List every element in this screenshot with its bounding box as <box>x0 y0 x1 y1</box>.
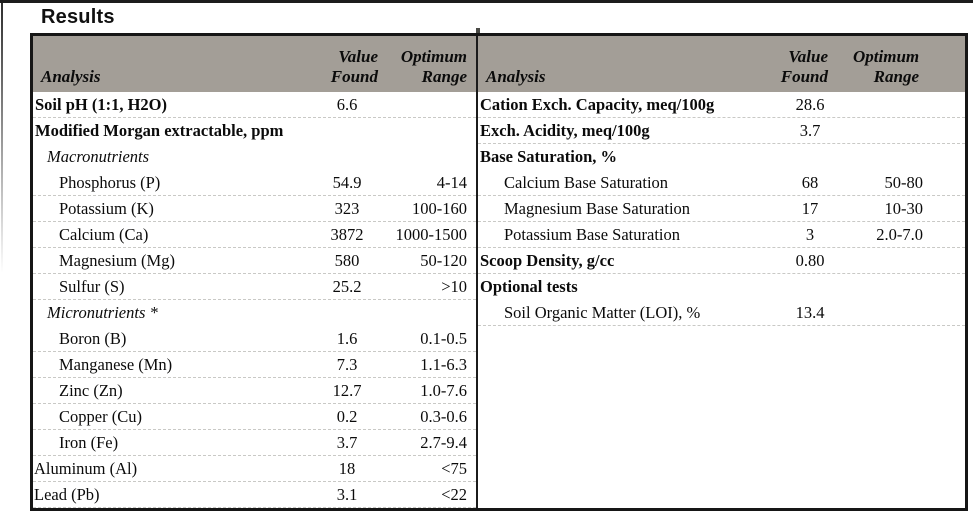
optimum-range-column-header: Optimum Range <box>853 47 920 86</box>
table-row <box>33 92 476 118</box>
table-row <box>33 404 476 430</box>
analysis-cell: Potassium (K) <box>59 198 154 218</box>
table-header-left <box>33 36 478 92</box>
table-row <box>33 482 476 508</box>
table-row <box>478 300 965 326</box>
analysis-cell: Scoop Density, g/cc <box>480 250 615 270</box>
table-row <box>33 144 476 170</box>
table-row <box>33 118 476 144</box>
value-found-cell: 0.80 <box>795 250 825 270</box>
table-row <box>33 378 476 404</box>
analysis-cell: Modified Morgan extractable, ppm <box>35 121 284 140</box>
optimum-range-cell: 4-14 <box>436 172 467 192</box>
table-row <box>478 170 965 196</box>
table-row <box>478 274 965 300</box>
analysis-cell: Exch. Acidity, meq/100g <box>480 120 650 140</box>
value-found-cell: 6.6 <box>336 94 358 114</box>
table-header <box>33 36 965 92</box>
analysis-cell: Lead (Pb) <box>34 484 100 504</box>
table-row <box>478 118 965 144</box>
table-row <box>33 248 476 274</box>
optimum-range-cell: 100-160 <box>412 198 467 218</box>
table-header-right <box>478 36 965 92</box>
value-found-cell: 17 <box>801 198 819 218</box>
optimum-range-cell: 10-30 <box>884 198 923 218</box>
results-table <box>30 33 968 511</box>
value-found-cell: 12.7 <box>332 380 362 400</box>
table-row <box>33 326 476 352</box>
value-found-cell: 3.7 <box>799 120 821 140</box>
page-title: Results <box>41 6 115 28</box>
analysis-cell: Manganese (Mn) <box>59 354 173 374</box>
value-found-cell: 28.6 <box>795 94 825 114</box>
analysis-cell: Aluminum (Al) <box>34 458 138 478</box>
table-row <box>33 274 476 300</box>
analysis-cell: Zinc (Zn) <box>59 380 123 400</box>
optimum-range-cell: 1000-1500 <box>395 224 467 244</box>
analysis-cell: Soil pH (1:1, H2O) <box>35 94 168 114</box>
analysis-column-header: Analysis <box>486 67 546 86</box>
analysis-cell: Calcium Base Saturation <box>504 172 669 192</box>
value-found-column-header: Value Found <box>330 47 378 86</box>
analysis-cell: Iron (Fe) <box>59 432 119 452</box>
value-found-cell: 7.3 <box>336 354 358 374</box>
optimum-range-cell: 0.3-0.6 <box>420 406 467 426</box>
optimum-range-cell: 2.7-9.4 <box>420 432 467 452</box>
analysis-cell: Copper (Cu) <box>59 406 142 426</box>
optimum-range-cell: 2.0-7.0 <box>876 224 923 244</box>
analysis-cell: Potassium Base Saturation <box>504 224 680 244</box>
table-row <box>478 144 965 170</box>
analysis-cell: Cation Exch. Capacity, meq/100g <box>480 94 715 114</box>
table-row <box>33 456 476 482</box>
value-found-cell: 323 <box>334 198 360 218</box>
analysis-cell: Magnesium Base Saturation <box>504 198 691 218</box>
analysis-cell: Sulfur (S) <box>59 276 125 296</box>
analysis-cell: Micronutrients * <box>47 303 158 322</box>
optimum-range-cell: <22 <box>441 484 467 504</box>
value-found-column-header: Value Found <box>780 47 828 86</box>
optimum-range-cell: 50-120 <box>420 250 467 270</box>
analysis-cell: Soil Organic Matter (LOI), % <box>504 302 701 322</box>
table-row <box>478 196 965 222</box>
table-row <box>33 170 476 196</box>
value-found-cell: 3.1 <box>336 484 358 504</box>
value-found-cell: 13.4 <box>795 302 825 322</box>
table-row <box>33 300 476 326</box>
optimum-range-cell: 50-80 <box>884 172 923 192</box>
value-found-cell: 18 <box>338 458 356 478</box>
analysis-cell: Macronutrients <box>47 147 150 166</box>
analysis-cell: Boron (B) <box>59 328 127 348</box>
table-row <box>478 92 965 118</box>
table-row <box>33 430 476 456</box>
table-row <box>33 352 476 378</box>
value-found-cell: 580 <box>334 250 360 270</box>
analysis-column-header: Analysis <box>41 67 101 86</box>
value-found-cell: 54.9 <box>332 172 362 192</box>
optimum-range-cell: 1.0-7.6 <box>420 380 467 400</box>
table-row <box>478 222 965 248</box>
analysis-cell: Phosphorus (P) <box>59 172 161 192</box>
table-body <box>33 92 965 508</box>
analysis-cell: Optional tests <box>480 277 578 296</box>
value-found-cell: 3 <box>805 224 815 244</box>
value-found-cell: 68 <box>801 172 819 192</box>
optimum-range-cell: <75 <box>441 458 467 478</box>
analysis-cell: Calcium (Ca) <box>59 224 149 244</box>
left-rule <box>1 3 3 273</box>
table-row <box>33 222 476 248</box>
value-found-cell: 3.7 <box>336 432 358 452</box>
table-row <box>478 248 965 274</box>
value-found-cell: 0.2 <box>336 406 358 426</box>
table-body-left <box>33 92 478 508</box>
optimum-range-cell: >10 <box>441 276 467 296</box>
optimum-range-cell: 1.1-6.3 <box>420 354 467 374</box>
table-body-right <box>478 92 965 508</box>
value-found-cell: 25.2 <box>332 276 362 296</box>
table-row <box>33 196 476 222</box>
value-found-cell: 1.6 <box>336 328 358 348</box>
optimum-range-cell: 0.1-0.5 <box>420 328 467 348</box>
value-found-cell: 3872 <box>330 224 364 244</box>
analysis-cell: Base Saturation, % <box>480 147 618 166</box>
analysis-cell: Magnesium (Mg) <box>59 250 175 270</box>
top-rule <box>0 0 973 3</box>
optimum-range-column-header: Optimum Range <box>400 47 467 86</box>
